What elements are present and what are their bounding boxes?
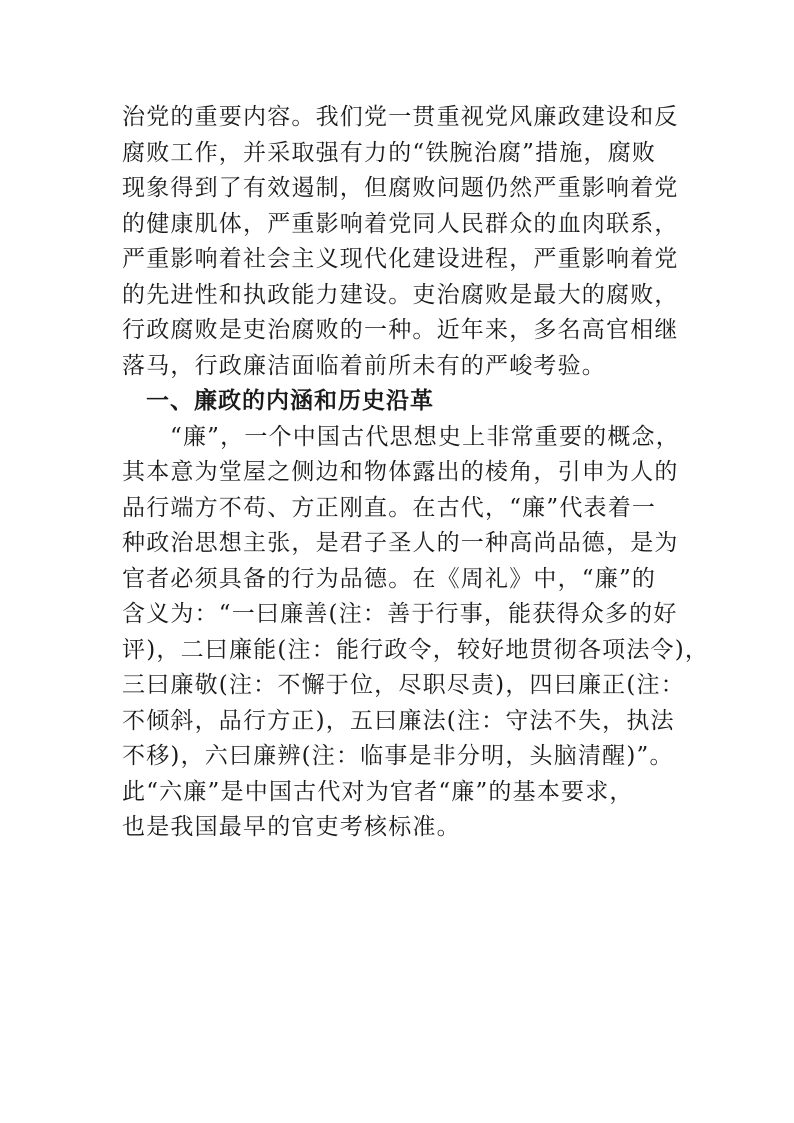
section-heading: 一、廉政的内涵和历史沿革 xyxy=(146,388,434,414)
text-line: 严重影响着社会主义现代化建设进程，严重影响着党 xyxy=(122,246,679,272)
text-line: 落马，行政廉洁面临着前所未有的严峻考验。 xyxy=(122,352,606,379)
text-line: 的先进性和执政能力建设。吏治腐败是最大的腐败， xyxy=(122,281,679,308)
text-line: 也是我国最早的官吏考核标准。 xyxy=(122,814,461,840)
paragraph-2 xyxy=(122,420,710,846)
text-line: 不倾斜，品行方正)，五曰廉法(注：守法不失，执法 xyxy=(122,707,675,734)
text-line: 的健康肌体，严重影响着党同人民群众的血肉联系， xyxy=(122,210,679,237)
text-line: 品行端方不苟、方正刚直。在古代，“廉”代表着一 xyxy=(122,494,657,521)
text-line: 治党的重要内容。我们党一贯重视党风廉政建设和反 xyxy=(122,104,679,130)
text-line: 种政治思想主张，是君子圣人的一种高尚品德，是为 xyxy=(122,530,679,556)
text-line: 腐败工作，并采取强有力的“铁腕治腐”措施，腐败 xyxy=(122,139,657,166)
text-line: 不移)，六曰廉辨(注：临事是非分明，头脑清醒)”。 xyxy=(122,743,674,769)
text-line: 其本意为堂屋之侧边和物体露出的棱角，引申为人的 xyxy=(122,459,679,485)
text-line: 现象得到了有效遏制，但腐败问题仍然严重影响着党 xyxy=(122,175,679,201)
text-line: 此“六廉”是中国古代对为官者“廉”的基本要求， xyxy=(122,778,634,805)
text-line: “廉”，一个中国古代思想史上非常重要的概念， xyxy=(170,423,680,450)
text-line: 三曰廉敬(注：不懈于位，尽职尽责)，四曰廉正(注： xyxy=(122,672,685,698)
document-body xyxy=(122,100,710,846)
text-line: 含义为：“一曰廉善(注：善于行事，能获得众多的好 xyxy=(122,601,678,627)
text-line: 官者必须具备的行为品德。在《周礼》中，“廉”的 xyxy=(122,565,657,592)
paragraph-1 xyxy=(122,100,682,384)
text-line: 行政腐败是吏治腐败的一种。近年来，多名高官相继 xyxy=(122,317,679,343)
text-line: 评)，二曰廉能(注：能行政令，较好地贯彻各项法令)， xyxy=(122,636,710,663)
